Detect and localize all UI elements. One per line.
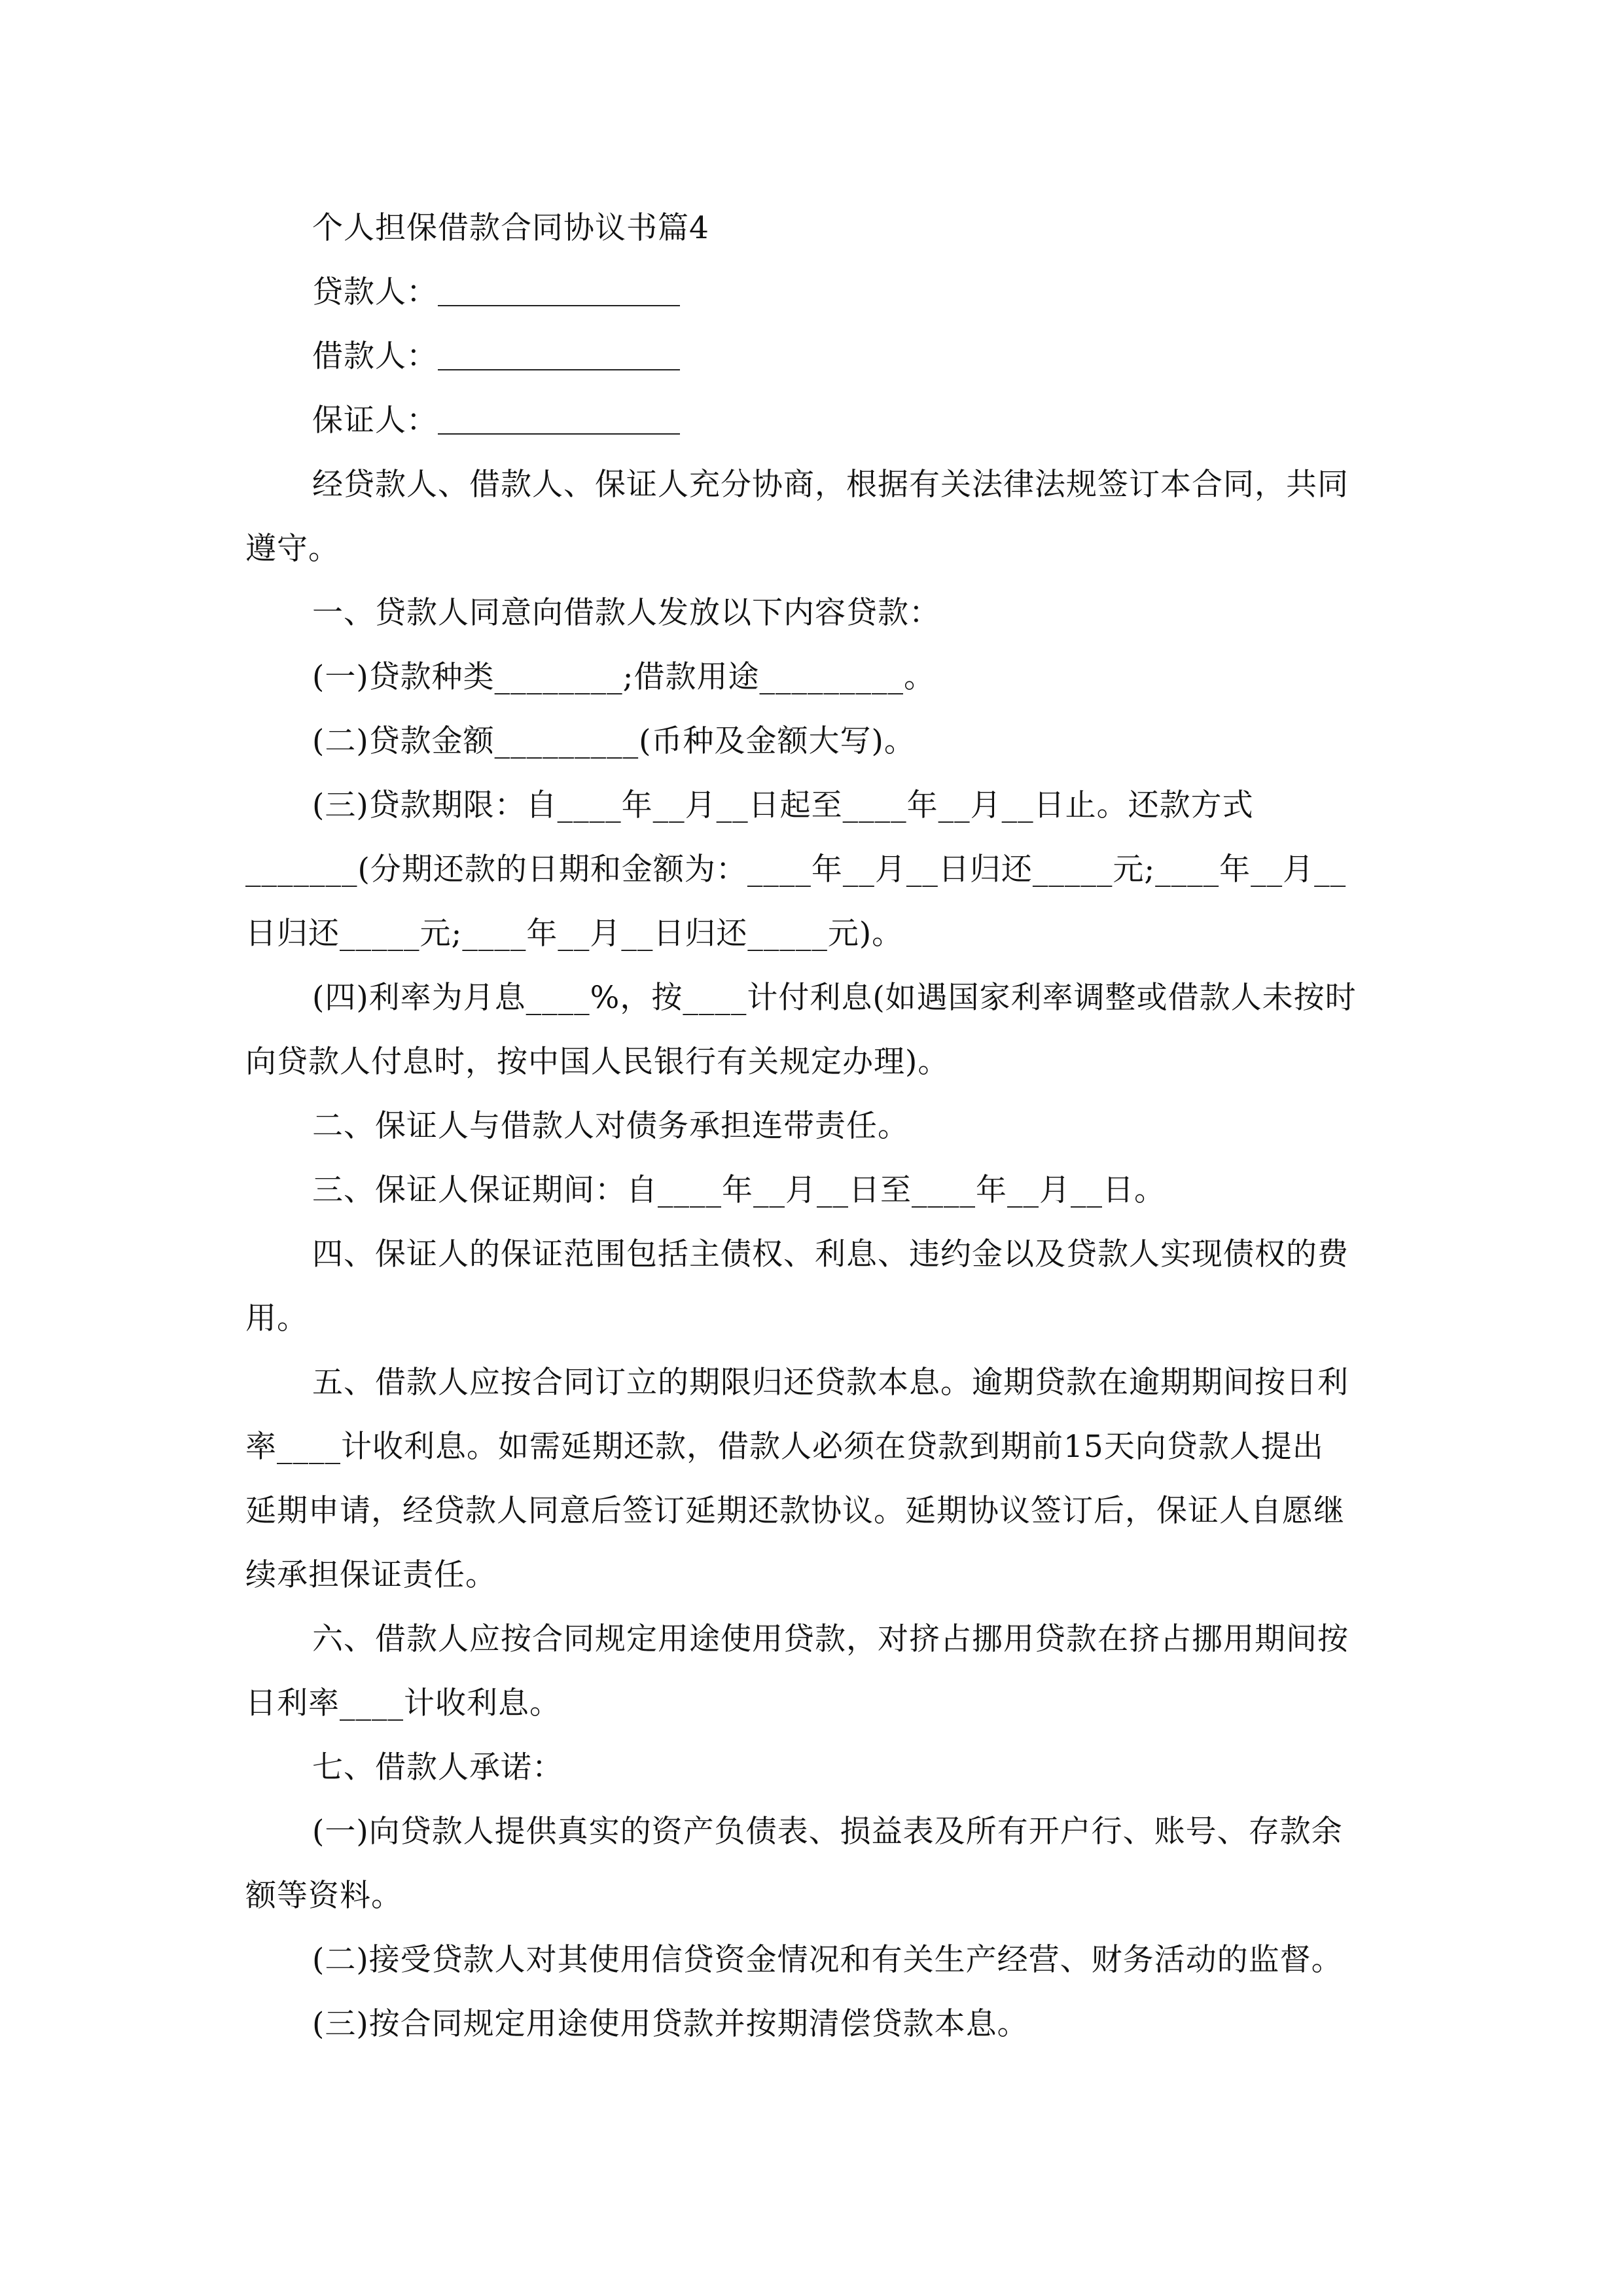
text-line: (二)接受贷款人对其使用信贷资金情况和有关生产经营、财务活动的监督。 [312, 1942, 1343, 1978]
clause-heading: 一、贷款人同意向借款人发放以下内容贷款： [312, 595, 940, 631]
text-line: 向贷款人付息时，按中国人民银行有关规定办理)。 [245, 1044, 950, 1080]
contract-body [245, 196, 1378, 2056]
lender-line [245, 260, 1378, 325]
text-line: 经贷款人、借款人、保证人充分协商，根据有关法律法规签订本合同，共同 [312, 467, 1349, 503]
text-line: 额等资料。 [245, 1878, 402, 1914]
text-line: (四)利率为月息____%，按____计付利息(如遇国家利率调整或借款人未按时 [312, 980, 1357, 1016]
text-line: 续承担保证责任。 [245, 1557, 497, 1593]
clause-heading: 三、保证人保证期间：自____年__月__日至____年__月__日。 [312, 1172, 1166, 1208]
borrower-label: 借款人： [312, 338, 438, 374]
text-line: 延期申请，经贷款人同意后签订延期还款协议。延期协议签订后，保证人自愿继 [245, 1493, 1345, 1529]
clause-heading: 四、保证人的保证范围包括主债权、利息、违约金以及贷款人实现债权的费 [312, 1236, 1349, 1272]
clause-heading: 二、保证人与借款人对债务承担连带责任。 [312, 1108, 909, 1144]
text-line: 日利率____计收利息。 [245, 1685, 561, 1721]
borrower-line [245, 325, 1378, 389]
lender-blank [438, 278, 680, 306]
text-line: (一)向贷款人提供真实的资产负债表、损益表及所有开户行、账号、存款余 [312, 1814, 1343, 1850]
text-line: 遵守。 [245, 531, 340, 567]
guarantor-label: 保证人： [312, 403, 438, 439]
text-line: 用。 [245, 1300, 308, 1336]
guarantor-line [245, 389, 1378, 453]
clause-heading: 七、借款人承诺： [312, 1749, 563, 1785]
guarantor-blank [438, 406, 680, 435]
clause-heading: 五、借款人应按合同订立的期限归还贷款本息。逾期贷款在逾期期间按日利 [312, 1365, 1349, 1401]
text-line: (二)贷款金额_________(币种及金额大写)。 [312, 723, 916, 759]
text-line: _______(分期还款的日期和金额为：____年__月__日归还_____元;____年__月__ [245, 852, 1347, 888]
text-line: 日归还_____元;____年__月__日归还_____元)。 [245, 916, 904, 952]
borrower-blank [438, 342, 680, 370]
text-line: (三)按合同规定用途使用贷款并按期清偿贷款本息。 [312, 2006, 1029, 2042]
text-line: 率____计收利息。如需延期还款，借款人必须在贷款到期前15天向贷款人提出 [245, 1429, 1324, 1465]
clause-heading: 六、借款人应按合同规定用途使用贷款，对挤占挪用贷款在挤占挪用期间按 [312, 1621, 1349, 1657]
lender-label: 贷款人： [312, 274, 438, 310]
text-line: (三)贷款期限：自____年__月__日起至____年__月__日止。还款方式 [312, 787, 1254, 823]
text-line: (一)贷款种类________;借款用途_________。 [312, 659, 936, 695]
document-title: 个人担保借款合同协议书篇4 [312, 210, 709, 246]
